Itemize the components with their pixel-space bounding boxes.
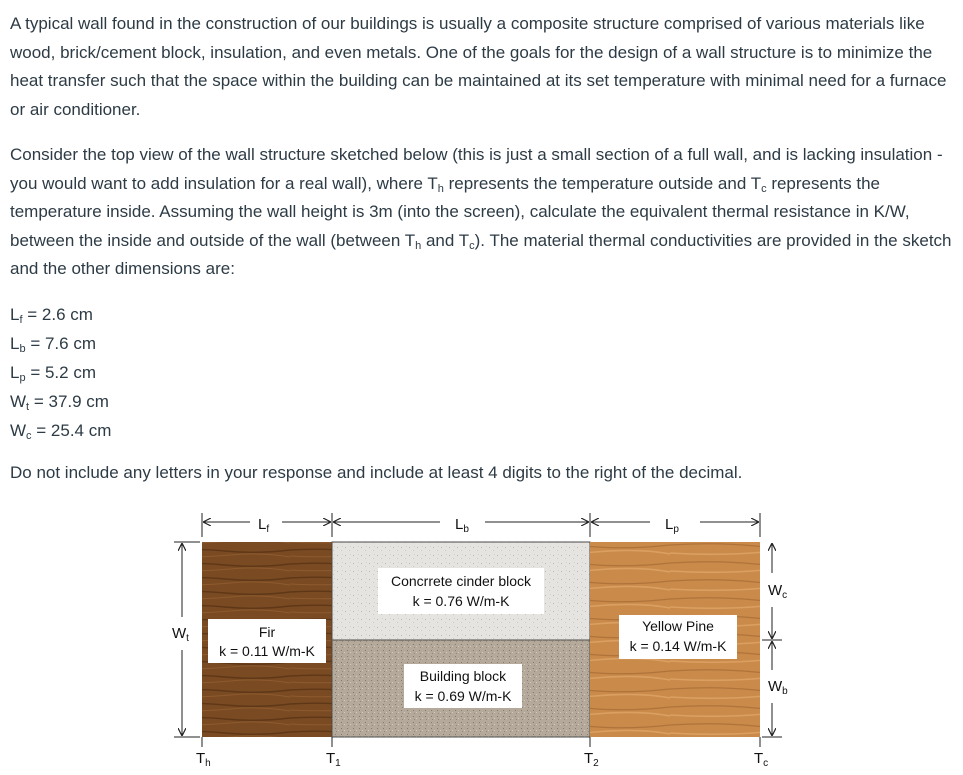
T2-label: $T_2$ [584, 750, 599, 769]
dimension-Wc: $W_c = 25.4$ cm [10, 421, 112, 442]
Lb-label: $L_b$ [455, 516, 469, 535]
problem-paragraph: Consider the top view of the wall structure sketched below (this is just a small section of a full wall, and is lacking insulation - you would want to add insulation for a real wall), where $T_h$ represents the temperature outside and $T_c$ represents the temperature inside. Assuming the wall height is 3m (into the screen), calculate the equivalent thermal resistance in K/W, between the inside and outside of the wall (between $T_h$ and $T_c$). The material thermal conductivities are provided in the sketch and the other dimensions are: [10, 145, 952, 278]
Th-label: $T_h$ [196, 750, 211, 769]
dimension-Lf: $L_f = 2.6$ cm [10, 305, 93, 326]
intro-paragraph: A typical wall found in the construction of our buildings is usually a composite structure comprised of various materials like wood, brick/cement block, insulation, and even metals. One of the goals for the design of a wall structure is to minimize the heat transfer such that the space within the building can be maintained at its set temperature with minimal need for a furnace or air conditioner. [10, 14, 947, 119]
Wc-label: $W_c$ [768, 582, 788, 601]
instruction-text: Do not include any letters in your response and include at least 4 digits to the right of the decimal. [10, 463, 743, 482]
building-k: k = 0.69 W/m-K [414, 688, 512, 704]
wall-diagram [160, 505, 810, 775]
concrete-name: Concrrete cinder block [390, 573, 532, 589]
fir-k: k = 0.11 W/m-K [219, 643, 315, 659]
building-name: Building block [419, 668, 507, 684]
pine-name: Yellow Pine [642, 618, 714, 634]
T1-label: $T_1$ [326, 750, 341, 769]
dimension-list [10, 300, 111, 445]
Wb-label: $W_b$ [768, 678, 788, 697]
concrete-k: k = 0.76 W/m-K [412, 593, 510, 609]
Lf-label: $L_f$ [258, 516, 270, 535]
dimension-Wt: $W_t = 37.9$ cm [10, 392, 109, 413]
Tc-label: $T_c$ [754, 750, 769, 769]
dimension-Lb: $L_b = 7.6$ cm [10, 334, 96, 355]
Lp-label: $L_p$ [665, 516, 679, 535]
dimension-Lp: $L_p = 5.2$ cm [10, 363, 96, 384]
Wt-label: $W_t$ [172, 625, 189, 644]
pine-k: k = 0.14 W/m-K [629, 638, 727, 654]
fir-name: Fir [258, 624, 276, 640]
